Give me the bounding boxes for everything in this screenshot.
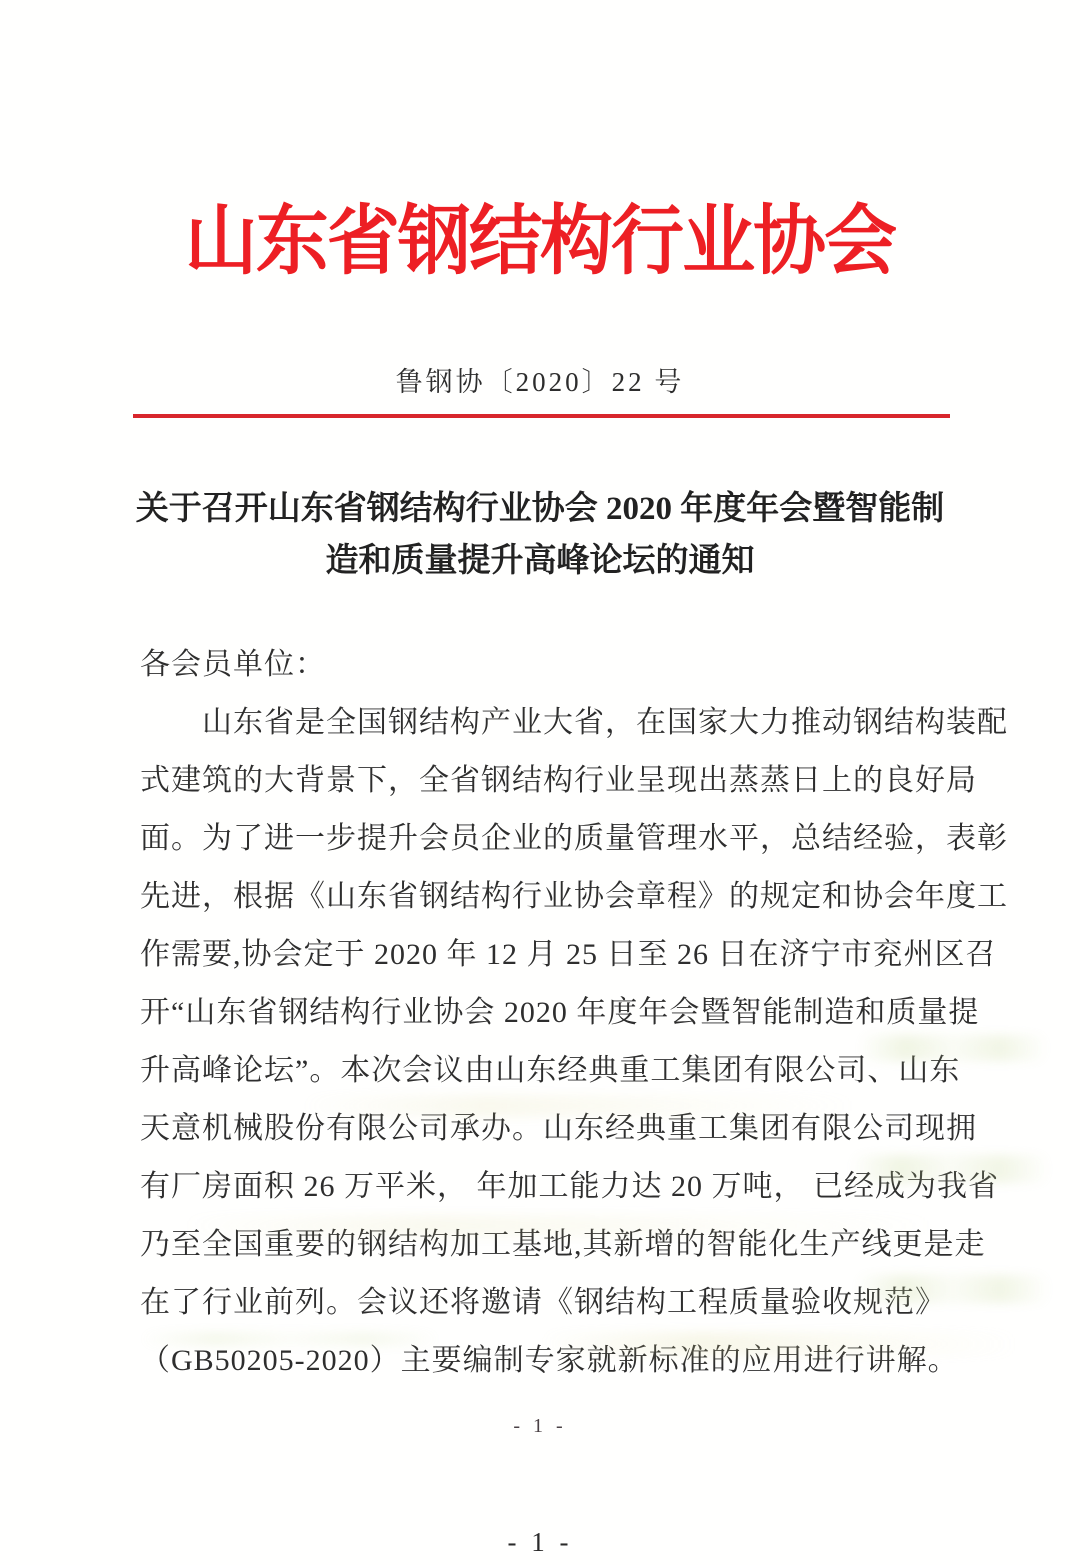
letterhead-org-name: 山东省钢结构行业协会 [184,200,896,284]
body-salutation: 各会员单位： [140,648,326,681]
body-line: 升高峰论坛”。本次会议由山东经典重工集团有限公司、山东 [140,1054,961,1087]
body-line: 天意机械股份有限公司承办。山东经典重工集团有限公司现拥 [140,1112,977,1145]
letterhead-divider-line [133,414,950,418]
body-line: 山东省是全国钢结构产业大省，在国家大力推动钢结构装配 [140,706,1008,739]
notice-title [0,483,1080,587]
body-line: 在了行业前列。会议还将邀请《钢结构工程质量验收规范》 [140,1286,946,1319]
body-line: 开“山东省钢结构行业协会 2020 年度年会暨智能制造和质量提 [140,996,980,1029]
body-line: 先进，根据《山东省钢结构行业协会章程》的规定和协会年度工 [140,880,1008,913]
body-line: 乃至全国重要的钢结构加工基地,其新增的智能化生产线更是走 [140,1228,986,1261]
body-line: 作需要,协会定于 2020 年 12 月 25 日至 26 日在济宁市兖州区召 [140,938,997,971]
notice-title-line-2: 造和质量提升高峰论坛的通知 [325,543,755,579]
body-line: （GB50205-2020）主要编制专家就新标准的应用进行讲解。 [140,1344,959,1377]
body-line: 面。为了进一步提升会员企业的质量管理水平，总结经验，表彰 [140,822,1008,855]
page-number-scanned: - 1 - [513,1415,567,1437]
body-line: 式建筑的大背景下，全省钢结构行业呈现出蒸蒸日上的良好局 [140,764,977,797]
notice-body [140,636,1008,1390]
body-line: 有厂房面积 26 万平米， 年加工能力达 20 万吨， 已经成为我省 [140,1170,999,1203]
page-number-document: - 1 - [507,1527,573,1557]
notice-title-line-1: 关于召开山东省钢结构行业协会 2020 年度年会暨智能制 [135,491,945,527]
document-number: 鲁钢协〔2020〕22 号 [395,367,685,397]
